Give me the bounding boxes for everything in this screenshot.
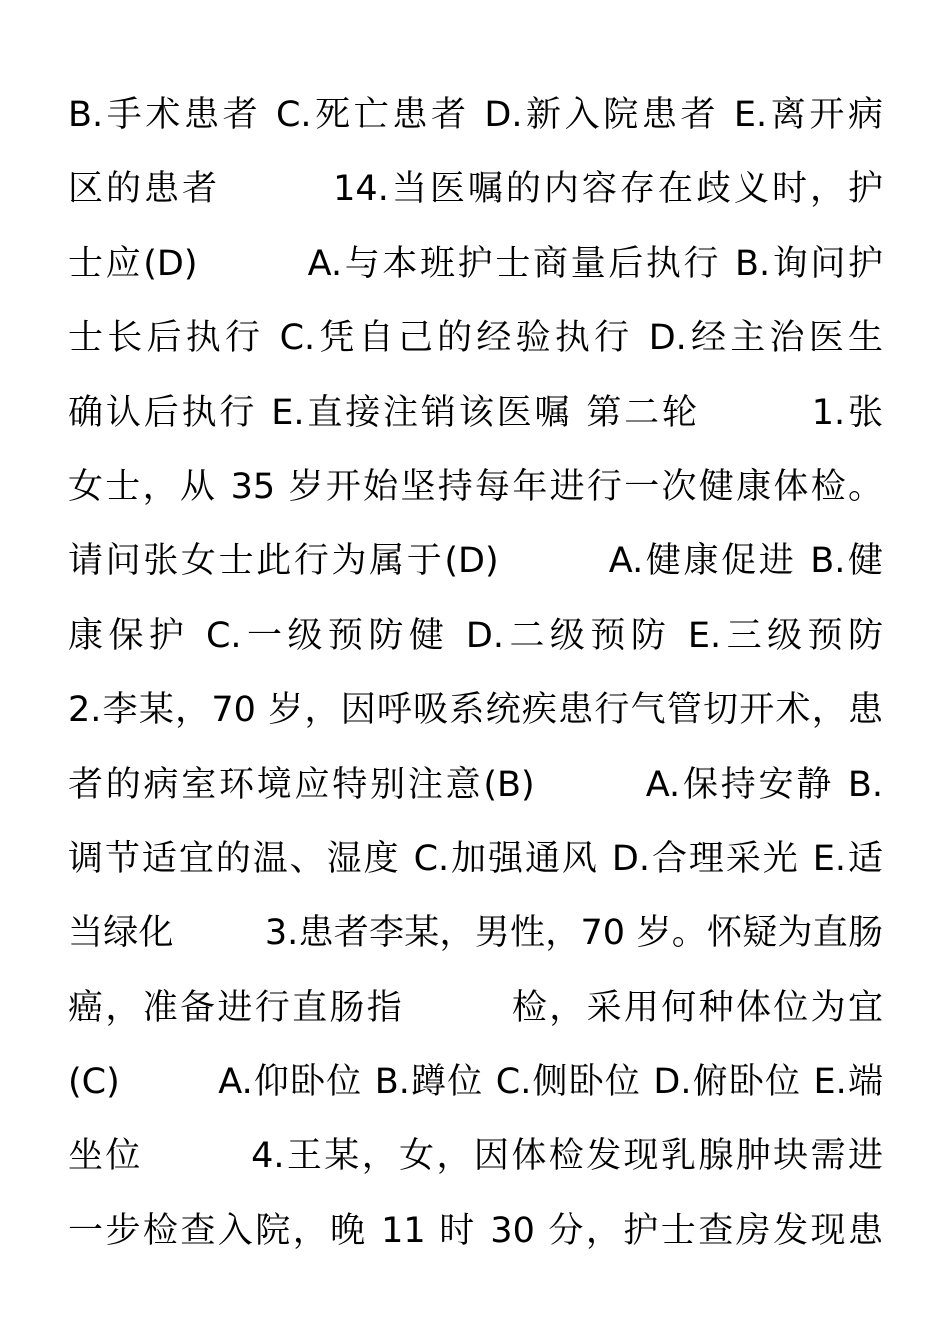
text-line-6: 女士，从 35 岁开始坚持每年进行一次健康体检。 [68, 466, 883, 507]
text-line-14: (C) A.仰卧位 B.蹲位 C.侧卧位 D.俯卧位 E.端 [68, 1062, 883, 1103]
text-line-7: 请问张女士此行为属于(D) A.健康促进 B.健 [68, 541, 883, 582]
text-line-12: 当绿化 3.患者李某，男性，70 岁。怀疑为直肠 [68, 913, 883, 954]
text-line-11: 调节适宜的温、湿度 C.加强通风 D.合理采光 E.适 [68, 838, 883, 879]
text-line-15: 坐位 4.王某，女，因体检发现乳腺肿块需进 [68, 1136, 883, 1177]
text-line-10: 者的病室环境应特别注意(B) A.保持安静 B. [68, 764, 883, 805]
text-line-2: 区的患者 14.当医嘱的内容存在歧义时，护 [68, 169, 883, 210]
text-line-1: B.手术患者 C.死亡患者 D.新入院患者 E.离开病 [68, 95, 883, 135]
text-line-9: 2.李某，70 岁，因呼吸系统疾患行气管切开术，患 [68, 690, 883, 731]
text-line-4: 士长后执行 C.凭自己的经验执行 D.经主治医生 [68, 318, 883, 359]
text-line-3: 士应(D) A.与本班护士商量后执行 B.询问护 [68, 243, 883, 284]
question-text [68, 78, 883, 1268]
text-line-5: 确认后执行 E.直接注销该医嘱 第二轮 1.张 [68, 392, 883, 433]
text-line-8: 康保护 C.一级预防健 D.二级预防 E.三级预防 [68, 615, 883, 656]
text-line-13: 癌，准备进行直肠指 检，采用何种体位为宜 [68, 987, 883, 1028]
text-line-16: 一步检查入院，晚 11 时 30 分，护士查房发现患 [68, 1210, 883, 1251]
